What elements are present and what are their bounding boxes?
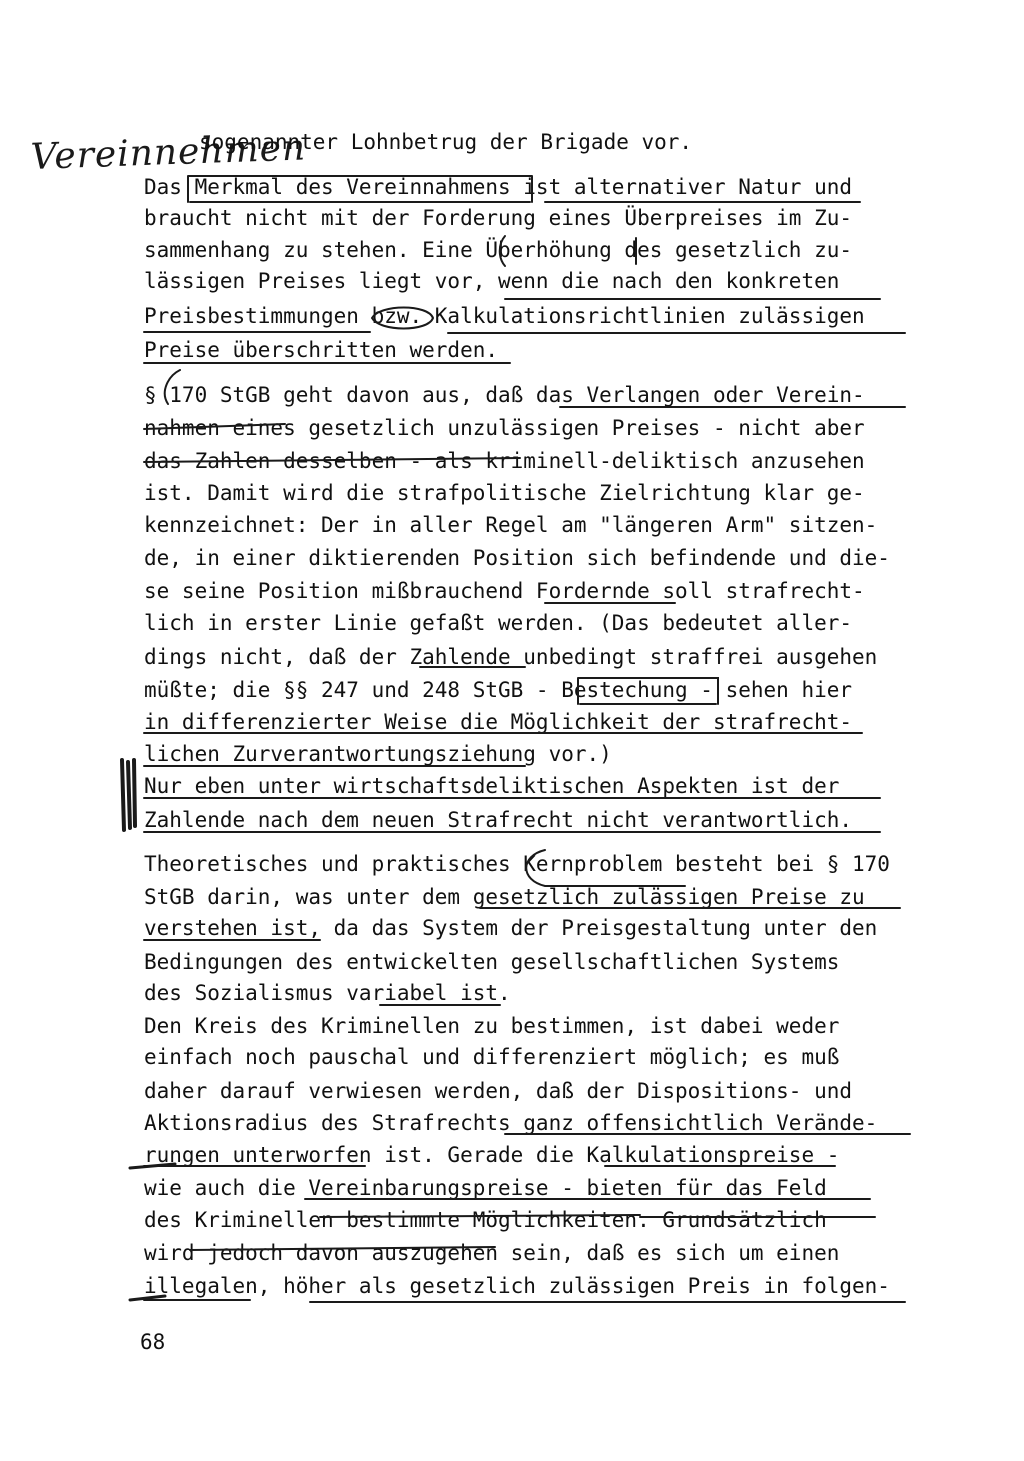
text-line-5: lässigen Preises liegt vor, wenn die nach den konkreten: [144, 269, 840, 293]
text-line-35: illegalen, höher als gesetzlich zulässigen Preis in folgen-: [144, 1274, 890, 1298]
text-line-12: kennzeichnet: Der in aller Regel am "längeren Arm" sitzen-: [144, 513, 878, 537]
text-line-6: Preisbestimmungen bzw. Kalkulationsrichtlinien zulässigen: [144, 304, 865, 328]
text-line-28: einfach noch pauschal und differenziert möglich; es muß: [144, 1045, 840, 1069]
text-line-20: Nur eben unter wirtschaftsdeliktischen Aspekten ist der: [144, 774, 840, 798]
margin-bar-nur-eben: [122, 760, 135, 830]
text-line-3: braucht nicht mit der Forderung eines Überpreises im Zu-: [144, 206, 853, 230]
text-line-34: wird jedoch davon auszugehen sein, daß es sich um einen: [144, 1241, 840, 1265]
text-line-32: wie auch die Vereinbarungspreise - bieten für das Feld: [144, 1176, 827, 1200]
text-line-8: § 170 StGB geht davon aus, daß das Verlangen oder Verein-: [144, 383, 865, 407]
text-line-33: des Kriminellen bestimmte Möglichkeiten. Grundsätzlich: [144, 1208, 827, 1232]
text-line-14: se seine Position mißbrauchend Fordernde soll strafrecht-: [144, 579, 865, 603]
text-line-31: rungen unterworfen ist. Gerade die Kalkulationspreise -: [144, 1143, 840, 1167]
text-line-11: ist. Damit wird die strafpolitische Zielrichtung klar ge-: [144, 481, 865, 505]
text-line-16: dings nicht, daß der Zahlende unbedingt straffrei ausgehen: [144, 645, 878, 669]
text-line-13: de, in einer diktierenden Position sich befindende und die-: [144, 546, 890, 570]
text-line-23: StGB darin, was unter dem gesetzlich zulässigen Preise zu: [144, 885, 865, 909]
text-line-29: daher darauf verwiesen werden, daß der Dispositions- und: [144, 1079, 853, 1103]
text-line-9: nahmen eines gesetzlich unzulässigen Preises - nicht aber: [144, 416, 865, 440]
text-line-19: lichen Zurverantwortungsziehung vor.): [144, 742, 612, 766]
text-line-1: sogenannter Lohnbetrug der Brigade vor.: [199, 130, 693, 154]
text-line-26: des Sozialismus variabel ist.: [144, 981, 511, 1005]
text-line-21: Zahlende nach dem neuen Strafrecht nicht verantwortlich.: [144, 808, 853, 832]
text-line-15: lich in erster Linie gefaßt werden. (Das bedeutet aller-: [144, 611, 853, 635]
text-line-22: Theoretisches und praktisches Kernproblem besteht bei § 170: [144, 852, 890, 876]
text-line-24: verstehen ist, da das System der Preisgestaltung unter den: [144, 916, 878, 940]
text-line-30: Aktionsradius des Strafrechts ganz offensichtlich Verände-: [144, 1111, 878, 1135]
text-line-4: sammenhang zu stehen. Eine Überhöhung des gesetzlich zu-: [144, 238, 853, 262]
text-line-2: Das Merkmal des Vereinnahmens ist alternativer Natur und: [144, 175, 853, 199]
text-line-18: in differenzierter Weise die Möglichkeit der strafrecht-: [144, 710, 853, 734]
handwritten-margin-note: Vereinnehmen: [30, 127, 307, 178]
text-line-17: müßte; die §§ 247 und 248 StGB - Bestechung - sehen hier: [144, 678, 853, 702]
text-line-27: Den Kreis des Kriminellen zu bestimmen, ist dabei weder: [144, 1014, 840, 1038]
page-number: 68: [140, 1330, 166, 1354]
text-line-10: das Zahlen desselben - als kriminell-deliktisch anzusehen: [144, 449, 865, 473]
text-line-7: Preise überschritten werden.: [144, 338, 499, 362]
text-line-25: Bedingungen des entwickelten gesellschaftlichen Systems: [144, 950, 840, 974]
